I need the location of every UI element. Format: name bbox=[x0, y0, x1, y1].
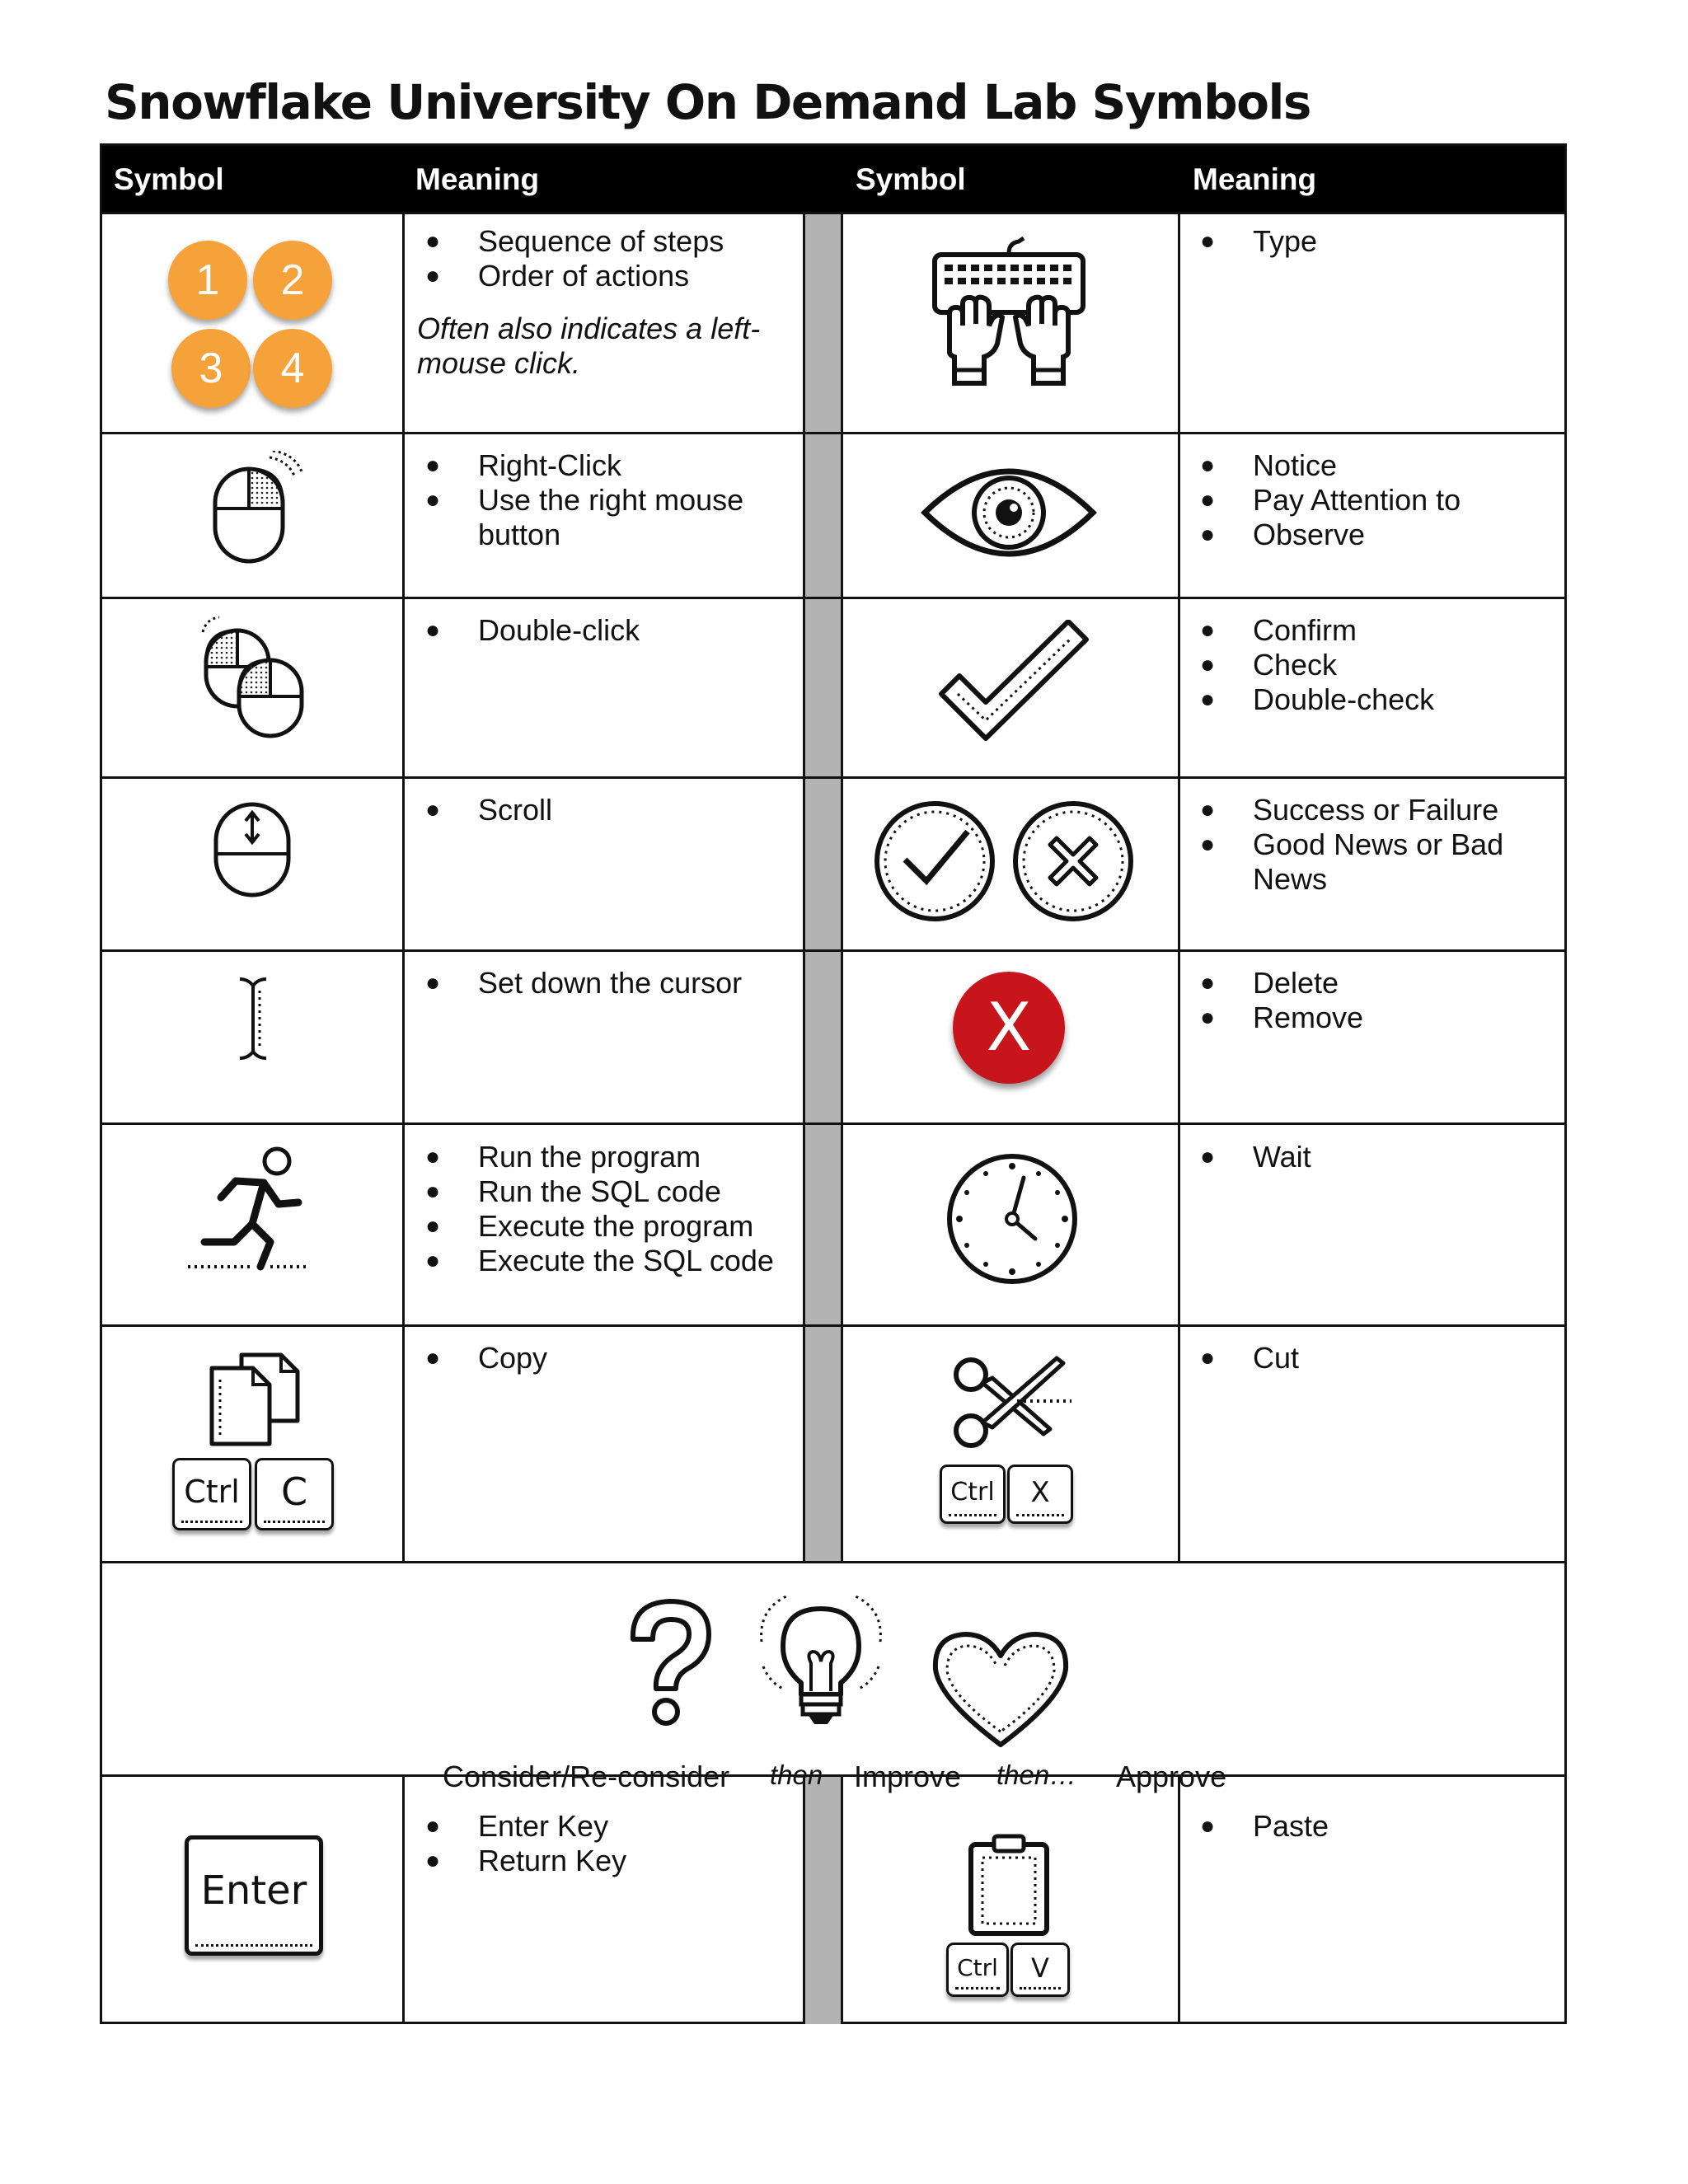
v-key: V bbox=[1010, 1943, 1070, 1997]
typing-hands-icon bbox=[926, 228, 1091, 397]
clipboard-icon bbox=[966, 1831, 1057, 1943]
confirm-meaning bbox=[1192, 613, 1554, 717]
workflow-improve: Improve bbox=[854, 1760, 962, 1793]
list-item: ● Delete bbox=[1192, 966, 1554, 1001]
right-click-meaning bbox=[417, 448, 796, 552]
list-item: ● Return Key bbox=[417, 1844, 796, 1878]
scroll-meaning bbox=[417, 793, 796, 827]
x-key: X bbox=[1007, 1465, 1073, 1524]
enter-meaning bbox=[417, 1809, 796, 1878]
divider-column bbox=[805, 1777, 842, 2024]
heart-icon bbox=[931, 1629, 1071, 1757]
list-item: ● Order of actions bbox=[417, 259, 796, 293]
list-item: ● Run the program bbox=[417, 1140, 796, 1174]
eye-icon bbox=[918, 455, 1100, 574]
delete-meaning bbox=[1192, 966, 1554, 1035]
list-item: ● Paste bbox=[1192, 1809, 1554, 1844]
c-key: C bbox=[255, 1458, 334, 1530]
step-badge-3: 3 bbox=[171, 329, 251, 408]
list-item: ● Use the right mouse button bbox=[417, 483, 796, 552]
page-title: Snowflake University On Demand Lab Symbols bbox=[105, 74, 1311, 130]
list-item: ● Cut bbox=[1192, 1341, 1554, 1376]
step-badge-4: 4 bbox=[253, 329, 332, 408]
run-meaning bbox=[417, 1140, 796, 1278]
documents-icon bbox=[205, 1352, 304, 1451]
list-item: ● Check bbox=[1192, 648, 1554, 682]
list-item: ● Right-Click bbox=[417, 448, 796, 483]
table-header bbox=[102, 146, 1564, 212]
delete-x-icon: X bbox=[953, 972, 1065, 1084]
list-item: ● Sequence of steps bbox=[417, 224, 796, 259]
list-item: ● Pay Attention to bbox=[1192, 483, 1554, 518]
list-item: ● Notice bbox=[1192, 448, 1554, 483]
list-item: ● Set down the cursor bbox=[417, 966, 796, 1001]
list-item: ● Double-check bbox=[1192, 682, 1554, 717]
header-meaning-left: Meaning bbox=[415, 162, 540, 196]
list-item: ● Success or Failure bbox=[1192, 793, 1554, 827]
list-item: ● Execute the program bbox=[417, 1209, 796, 1244]
right-click-mouse-icon bbox=[205, 451, 304, 570]
step-badge-1: 1 bbox=[168, 241, 247, 320]
question-mark-icon bbox=[620, 1596, 719, 1732]
lightbulb-icon bbox=[755, 1592, 887, 1736]
symbols-table bbox=[100, 143, 1567, 2024]
sequence-badges bbox=[102, 212, 402, 432]
list-item: ● Enter Key bbox=[417, 1809, 796, 1844]
workflow-then-2: then… bbox=[996, 1760, 1077, 1790]
paste-meaning bbox=[1192, 1809, 1554, 1844]
cut-meaning bbox=[1192, 1341, 1554, 1376]
list-item: ● Confirm bbox=[1192, 613, 1554, 648]
list-item: ● Double-click bbox=[417, 613, 796, 648]
step-badge-2: 2 bbox=[253, 241, 332, 320]
workflow-approve: Approve bbox=[1116, 1760, 1227, 1793]
ctrl-key: Ctrl bbox=[946, 1943, 1009, 1997]
scissors-icon bbox=[951, 1353, 1075, 1456]
list-item: ● Scroll bbox=[417, 793, 796, 827]
text-cursor-icon bbox=[230, 974, 279, 1069]
workflow-then-1: then bbox=[770, 1760, 823, 1790]
list-item: ● Good News or Bad News bbox=[1192, 827, 1554, 897]
sequence-note: Often also indicates a left-mouse click. bbox=[417, 312, 761, 380]
cursor-meaning bbox=[417, 966, 796, 1001]
double-click-meaning bbox=[417, 613, 796, 648]
enter-key: Enter bbox=[185, 1835, 323, 1956]
list-item: ● Type bbox=[1192, 224, 1554, 259]
failure-icon bbox=[1009, 799, 1141, 935]
list-item: ● Execute the SQL code bbox=[417, 1244, 796, 1278]
divider-column bbox=[805, 212, 842, 1563]
success-meaning bbox=[1192, 793, 1554, 897]
header-meaning-right: Meaning bbox=[1193, 162, 1317, 196]
ctrl-key: Ctrl bbox=[940, 1465, 1006, 1524]
ctrl-key: Ctrl bbox=[172, 1458, 251, 1530]
sequence-meaning bbox=[417, 224, 796, 381]
list-item: ● Copy bbox=[417, 1341, 796, 1376]
checkmark-icon bbox=[935, 620, 1091, 748]
type-meaning bbox=[1192, 224, 1554, 259]
list-item: ● Observe bbox=[1192, 518, 1554, 552]
list-item: ● Wait bbox=[1192, 1140, 1554, 1174]
notice-meaning bbox=[1192, 448, 1554, 552]
workflow-consider: Consider/Re-consider bbox=[443, 1760, 730, 1793]
wait-meaning bbox=[1192, 1140, 1554, 1174]
success-icon bbox=[870, 799, 1002, 935]
scroll-mouse-icon bbox=[211, 801, 293, 904]
list-item: ● Remove bbox=[1192, 1001, 1554, 1035]
double-click-mouse-icon bbox=[195, 616, 310, 752]
clock-icon bbox=[945, 1153, 1085, 1297]
list-item: ● Run the SQL code bbox=[417, 1174, 796, 1209]
header-symbol-right: Symbol bbox=[856, 162, 966, 196]
running-person-icon bbox=[185, 1145, 316, 1289]
header-symbol-left: Symbol bbox=[114, 162, 224, 196]
copy-meaning bbox=[417, 1341, 796, 1376]
